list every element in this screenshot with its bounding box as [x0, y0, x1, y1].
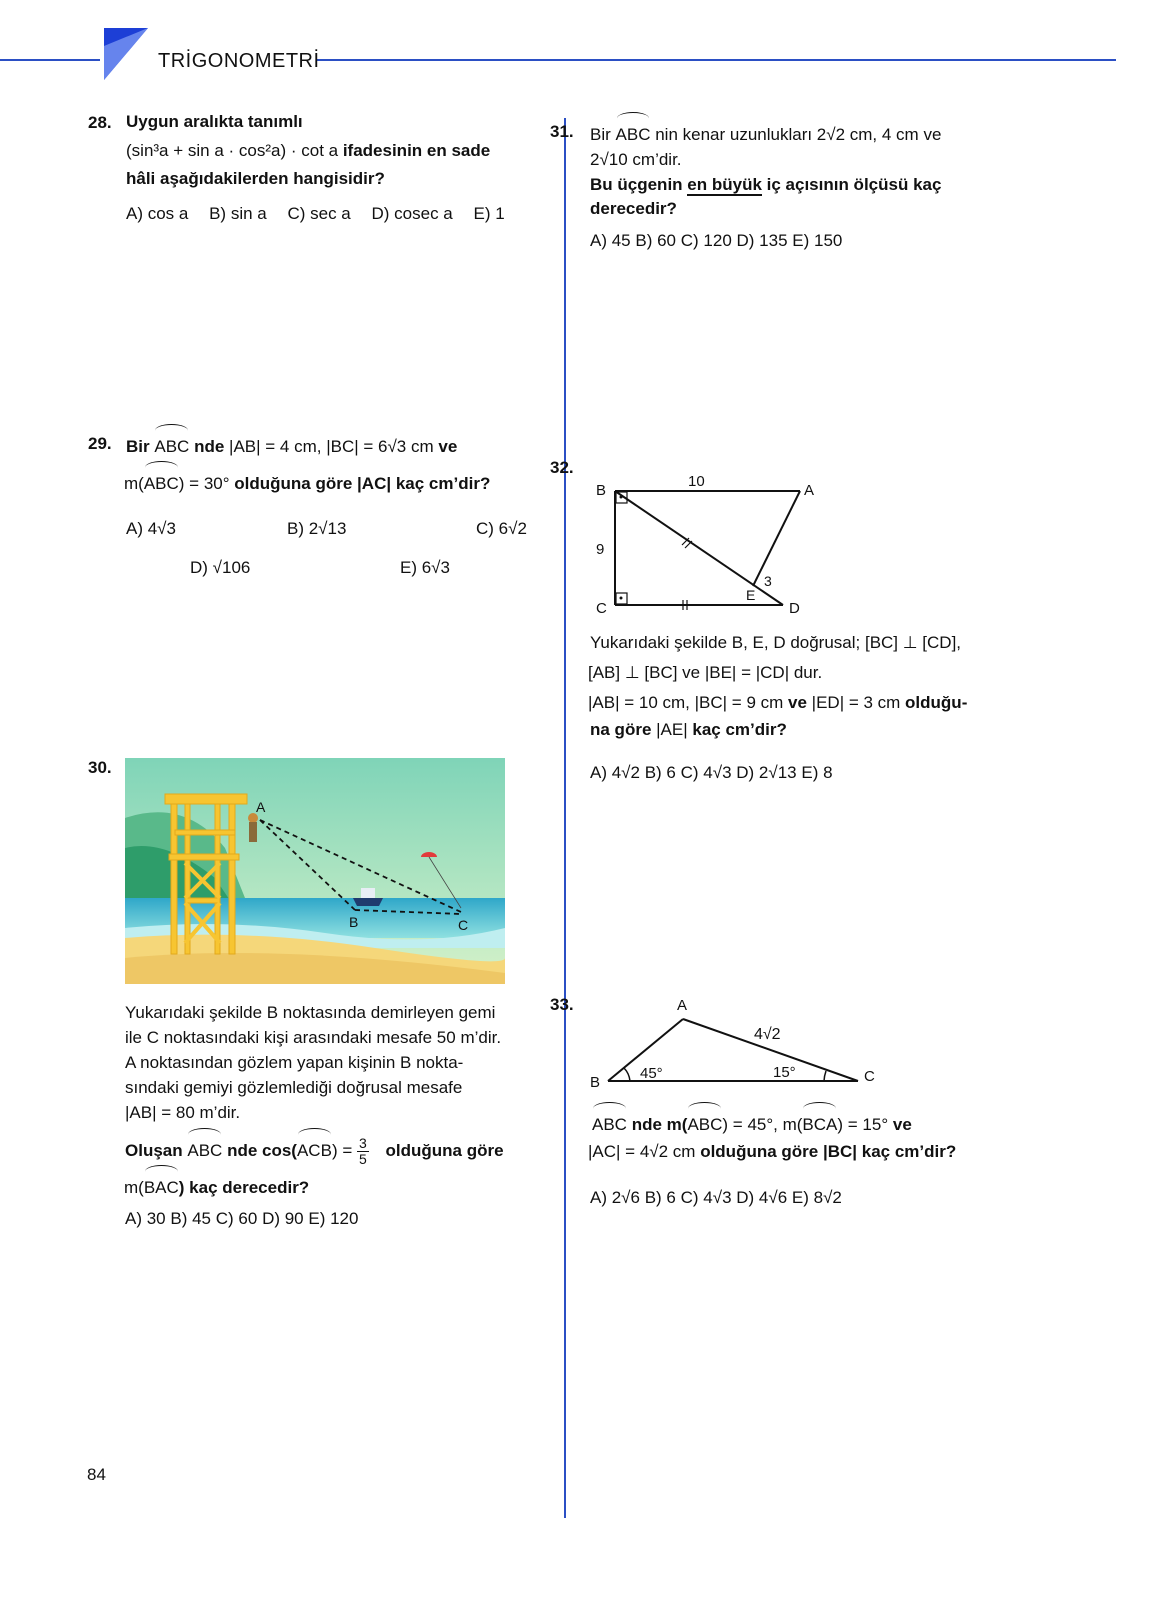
q32-option-e[interactable]: E) 8: [801, 763, 833, 782]
q28-option-c[interactable]: C) sec a: [287, 204, 351, 223]
q33-option-e[interactable]: E) 8√2: [791, 1188, 842, 1207]
q30-label-b: B: [349, 914, 359, 930]
q30-angle: ACB: [297, 1133, 332, 1165]
q33-eq2: ) = 15°: [837, 1115, 889, 1134]
q33-option-c[interactable]: C) 4√3: [680, 1188, 732, 1207]
q32-text3b: ve: [788, 693, 807, 712]
q30-number: 30.: [88, 758, 112, 777]
q28-option-b[interactable]: B) sin a: [209, 204, 267, 223]
q29-option-b[interactable]: B) 2√13: [287, 519, 347, 538]
q32-text3c: |ED| = 3 cm: [806, 693, 906, 712]
q30-option-b[interactable]: B) 45: [170, 1209, 212, 1228]
q33-label-angle-b: 45°: [640, 1065, 663, 1082]
q28-line3: hâli aşağıdakilerden hangisidir?: [126, 169, 385, 188]
q33-line1: [592, 1107, 912, 1139]
q29-triangle: ABC: [154, 429, 189, 461]
q28-expression: (sin³a + sin a · cos²a) · cot a: [126, 141, 339, 160]
q30-text-line3: A noktasından gözlem yapan kişinin B nokta-: [125, 1053, 464, 1072]
q32-text3d: olduğu-: [905, 693, 968, 712]
q29-bir: Bir: [126, 437, 150, 456]
q30-ask: ) kaç derecedir?: [178, 1178, 310, 1197]
q32-text3: [588, 689, 967, 717]
q32-label-ab: 10: [688, 473, 705, 490]
q31-ask2: derecedir?: [590, 199, 677, 218]
q30-option-c[interactable]: C) 60: [215, 1209, 258, 1228]
q29-given2: ) = 30°: [178, 474, 230, 493]
q30-text-line5: |AB| = 80 m’dir.: [125, 1103, 241, 1122]
q30-text-line2: ile C noktasındaki kişi arasındaki mesafe 50 m’dir.: [125, 1028, 502, 1047]
q31-option-c[interactable]: C) 120: [680, 231, 732, 250]
column-divider: [564, 118, 566, 1518]
q31-number: 31.: [550, 122, 574, 141]
q33-angle1: ABC: [687, 1107, 722, 1139]
q31-option-a[interactable]: A) 45: [590, 231, 631, 250]
q30-option-a[interactable]: A) 30: [125, 1209, 166, 1228]
q32-label-a: A: [804, 482, 815, 499]
q30-line7: [124, 1170, 309, 1202]
q28-line2: [126, 137, 490, 165]
q31-option-d[interactable]: D) 135: [736, 231, 788, 250]
q32-option-a[interactable]: A) 4√2: [590, 763, 640, 782]
q28-option-d[interactable]: D) cosec a: [371, 204, 453, 223]
header-rule-left: [0, 59, 100, 61]
q33-given: |AC| = 4√2 cm: [588, 1142, 696, 1161]
q32-label-d: D: [789, 600, 800, 617]
page-number: 84: [87, 1465, 106, 1484]
q32-label-bc: 9: [596, 541, 605, 558]
q32-text4a: na göre: [590, 720, 652, 739]
q30-line6: [125, 1133, 504, 1167]
q33-label-side: 4√2: [754, 1026, 781, 1043]
q29-option-c[interactable]: C) 6√2: [476, 519, 527, 538]
q33-angle2: BCA: [802, 1107, 837, 1139]
q28-number: 28.: [88, 113, 112, 132]
q32-label-b: B: [596, 482, 607, 499]
q32-text4: [590, 716, 787, 744]
q33-label-angle-c: 15°: [773, 1064, 796, 1081]
q33-option-b[interactable]: B) 6: [644, 1188, 676, 1207]
q31-option-b[interactable]: B) 60: [635, 231, 677, 250]
q33-triangle: ABC: [592, 1107, 627, 1139]
q28-tail: ifadesinin en sade: [342, 141, 491, 160]
q28-intro: Uygun aralıkta tanımlı: [126, 112, 303, 131]
q30-eq: ) =: [331, 1141, 353, 1160]
q30-gore: olduğuna göre: [385, 1141, 504, 1160]
q32-option-c[interactable]: C) 4√3: [680, 763, 732, 782]
q33-options: [590, 1184, 842, 1212]
q30-text: [125, 1000, 501, 1125]
q30-text-line4: sındaki gemiyi gözlemlediği doğrusal mesafe: [125, 1078, 463, 1097]
q30-fraction: [357, 1136, 369, 1167]
q30-frac-den: 5: [358, 1151, 367, 1168]
q31-triangle: ABC: [616, 117, 651, 149]
q31-options: [590, 227, 842, 255]
q30-label-a: A: [256, 799, 266, 815]
q29-line1: [126, 429, 457, 461]
q32-text3a: |AB| = 10 cm, |BC| = 9 cm: [588, 693, 789, 712]
q29-given1: |AB| = 4 cm, |BC| = 6√3 cm: [229, 437, 434, 456]
q32-label-e: E: [746, 587, 756, 603]
q30-angle2: BAC: [144, 1170, 179, 1202]
q29-option-e[interactable]: E) 6√3: [400, 558, 450, 577]
q29-nde: nde: [194, 437, 225, 456]
q30-triangle: ABC: [187, 1133, 222, 1165]
q29-angle: ABC: [144, 466, 179, 498]
q31-line2: 2√10 cm’dir.: [590, 150, 682, 169]
q29-line2: [124, 466, 490, 498]
header-triangle-logo: [102, 26, 152, 82]
q31-option-e[interactable]: E) 150: [792, 231, 843, 250]
q31-line1: [590, 117, 941, 149]
q33-nde: nde m(: [631, 1115, 688, 1134]
q33-label-a: A: [677, 997, 688, 1014]
q33-ve: ve: [892, 1115, 912, 1134]
q30-options: [125, 1205, 358, 1233]
q33-line2: [588, 1138, 956, 1166]
q32-text4b: |AE|: [651, 720, 693, 739]
q32-text4c: kaç cm’dir?: [692, 720, 787, 739]
q31-bir: Bir: [590, 125, 611, 144]
q33-number: 33.: [550, 995, 574, 1014]
q32-option-b[interactable]: B) 6: [644, 763, 676, 782]
q31-ask-b: iç açısının ölçüsü kaç: [761, 175, 942, 194]
q32-text1: Yukarıdaki şekilde B, E, D doğrusal; [BC] ⊥ [CD],: [590, 633, 962, 652]
q30-option-d[interactable]: D) 90: [262, 1209, 304, 1228]
q29-ve: ve: [438, 437, 458, 456]
q33-option-a[interactable]: A) 2√6: [590, 1188, 640, 1207]
q30-text-line1: Yukarıdaki şekilde B noktasında demirleyen gemi: [125, 1003, 496, 1022]
q32-options: [590, 759, 833, 787]
q32-option-d[interactable]: D) 2√13: [736, 763, 797, 782]
q33-label-c: C: [864, 1068, 875, 1085]
q33-eq1: ) = 45°, m(: [722, 1115, 803, 1134]
q31-ask-a: Bu üçgenin: [590, 175, 688, 194]
q28-options: [126, 200, 505, 228]
q29-number: 29.: [88, 434, 112, 453]
q32-label-c: C: [596, 600, 607, 617]
q30-m: m(: [124, 1178, 144, 1197]
q32-figure: [588, 470, 828, 620]
q33-figure: [586, 992, 886, 1092]
q31-ask-underline: en büyük: [687, 175, 762, 194]
q29-m: m(: [124, 474, 144, 493]
q32-label-ed: 3: [764, 573, 772, 589]
q30-label-c: C: [458, 917, 469, 933]
q30-nde: nde cos(: [227, 1141, 297, 1160]
q29-ask: olduğuna göre |AC| kaç cm’dir?: [234, 474, 491, 493]
q33-label-b: B: [590, 1074, 601, 1091]
q29-option-a[interactable]: A) 4√3: [126, 519, 176, 538]
q33-ask: olduğuna göre |BC| kaç cm’dir?: [700, 1142, 957, 1161]
q33-option-d[interactable]: D) 4√6: [736, 1188, 788, 1207]
q29-option-d[interactable]: D) √106: [190, 558, 251, 577]
q30-option-e[interactable]: E) 120: [308, 1209, 359, 1228]
q32-text2: [AB] ⊥ [BC] ve |BE| = |CD| dur.: [588, 663, 823, 682]
q31-sides: nin kenar uzunlukları 2√2 cm, 4 cm ve: [655, 125, 942, 144]
header-rule-right: [316, 59, 1116, 61]
q30-beach-illustration: [125, 758, 505, 984]
q28-option-e[interactable]: E) 1: [473, 204, 505, 223]
header-title: TRİGONOMETRİ: [158, 50, 320, 72]
q28-option-a[interactable]: A) cos a: [126, 204, 189, 223]
q32-number: 32.: [550, 458, 574, 477]
q30-olusan: Oluşan: [125, 1141, 183, 1160]
q30-frac-num: 3: [358, 1135, 367, 1152]
